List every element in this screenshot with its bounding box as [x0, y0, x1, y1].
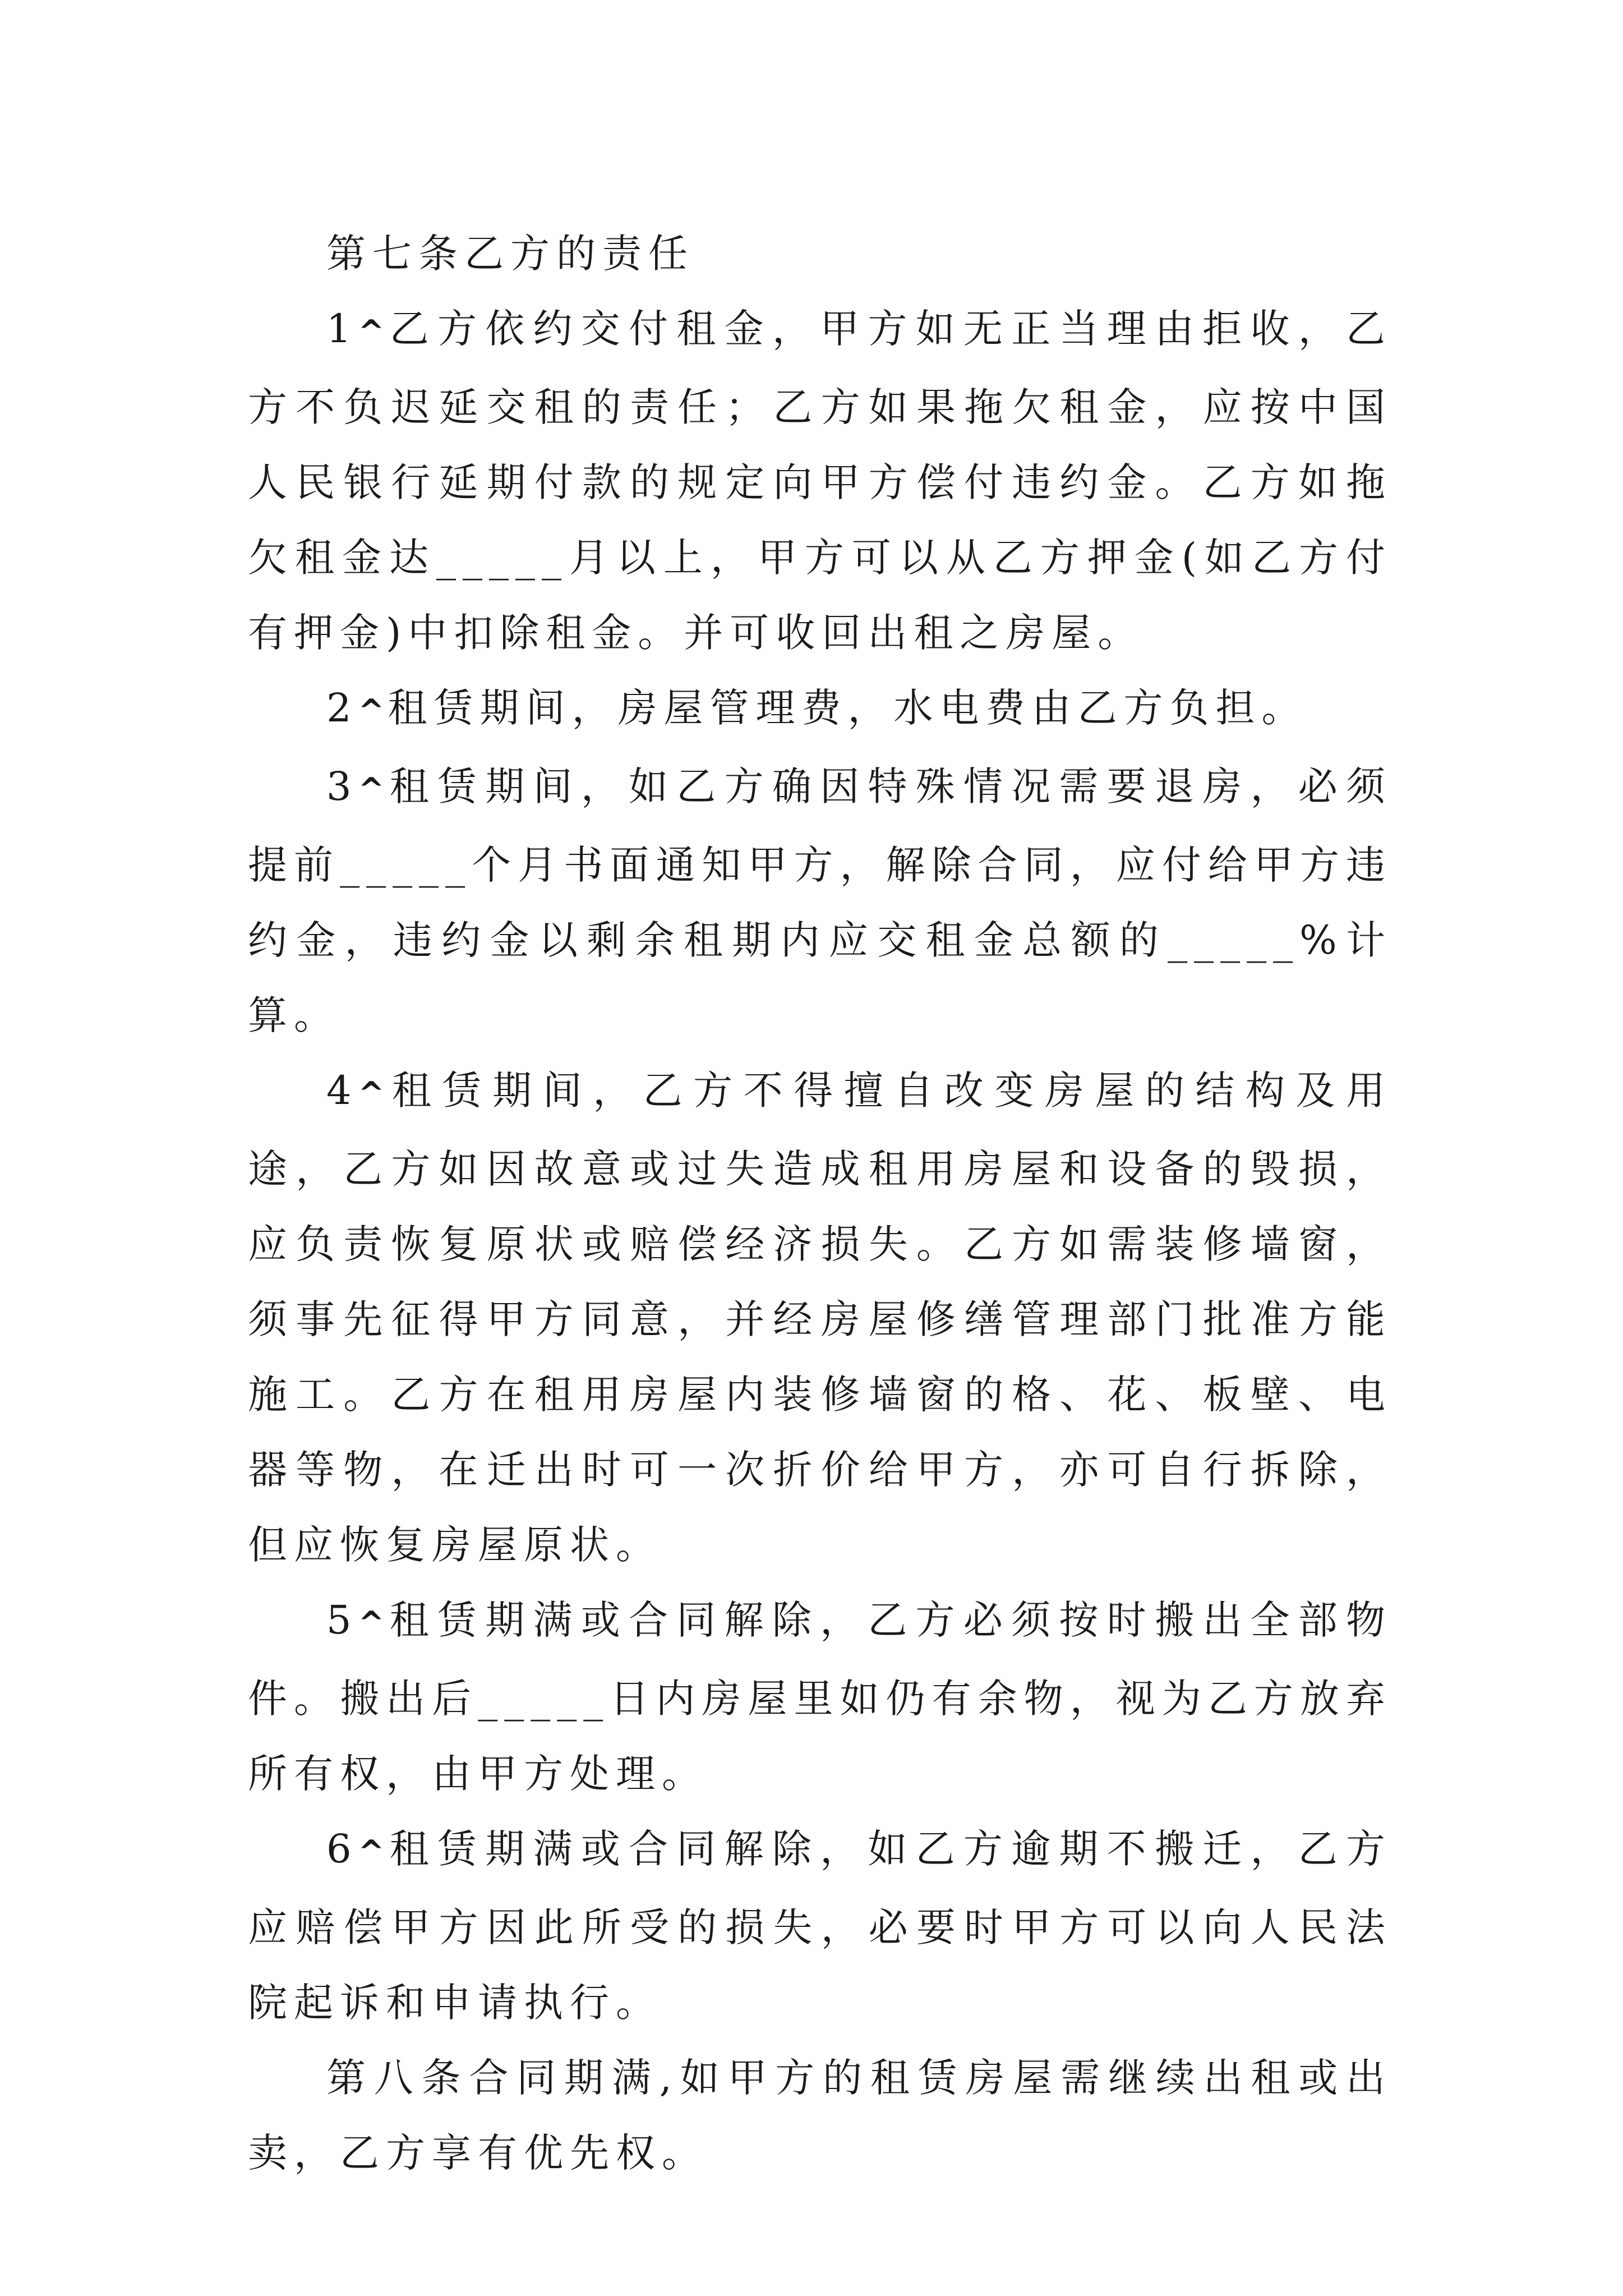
caret-mark: ^ — [358, 314, 388, 350]
clause-text: 租赁期满或合同解除，如乙方逾期不搬迁，乙方应赔偿甲方因此所受的损失，必要时甲方可以向人民法院起诉和申请执行。 — [248, 1826, 1392, 2026]
clause-number: 3 — [326, 763, 358, 809]
article8: 第八条合同期满,如甲方的租赁房屋需继续出租或出卖，乙方享有优先权。 — [248, 2055, 1392, 2176]
caret-mark: ^ — [358, 1605, 388, 1641]
caret-mark: ^ — [358, 1834, 388, 1870]
clause-number: 4 — [326, 1068, 358, 1114]
article7-title: 第七条乙方的责任 — [326, 231, 694, 277]
clause-1 — [248, 291, 1392, 670]
clause-text: 租赁期间，乙方不得擅自改变房屋的结构及用途，乙方如因故意或过失造成租用房屋和设备的毁损，应负责恢复原状或赔偿经济损失。乙方如需装修墙窗，须事先征得甲方同意，并经房屋修缮管理部门批准方能施工。乙方在租用房屋内装修墙窗的格、花、板壁、电器等物，在迁出时可一次折价给甲方，亦可自行拆除，但应恢复房屋原状。 — [248, 1068, 1392, 1568]
clause-4 — [248, 1053, 1392, 1582]
clause-number: 1 — [326, 306, 358, 352]
clause-text: 租赁期间，房屋管理费，水电费由乙方负担。 — [388, 685, 1308, 731]
clause-6 — [248, 1811, 1392, 2040]
caret-mark: ^ — [358, 771, 388, 808]
clause-text: 乙方依约交付租金，甲方如无正当理由拒收，乙方不负迟延交租的责任；乙方如果拖欠租金，应按中国人民银行延期付款的规定向甲方偿付违约金。乙方如拖欠租金达_____月以上，甲方可以从乙方押金(如乙方付有押金)中扣除租金。并可收回出租之房屋。 — [248, 306, 1392, 656]
clause-text: 租赁期满或合同解除，乙方必须按时搬出全部物件。搬出后_____日内房屋里如仍有余物，视为乙方放弃所有权，由甲方处理。 — [248, 1597, 1392, 1797]
caret-mark: ^ — [358, 1075, 388, 1112]
clause-3 — [248, 749, 1392, 1053]
caret-mark: ^ — [358, 693, 388, 729]
clause-number: 5 — [326, 1597, 358, 1643]
document-body — [248, 216, 1392, 2191]
clause-number: 2 — [326, 685, 358, 731]
clause-5 — [248, 1582, 1392, 1811]
clause-number: 6 — [326, 1826, 358, 1872]
clause-text: 租赁期间，如乙方确因特殊情况需要退房，必须提前_____个月书面通知甲方，解除合同，应付给甲方违约金，违约金以剩余租期内应交租金总额的_____%计算。 — [248, 763, 1392, 1038]
clause-2 — [248, 670, 1392, 749]
